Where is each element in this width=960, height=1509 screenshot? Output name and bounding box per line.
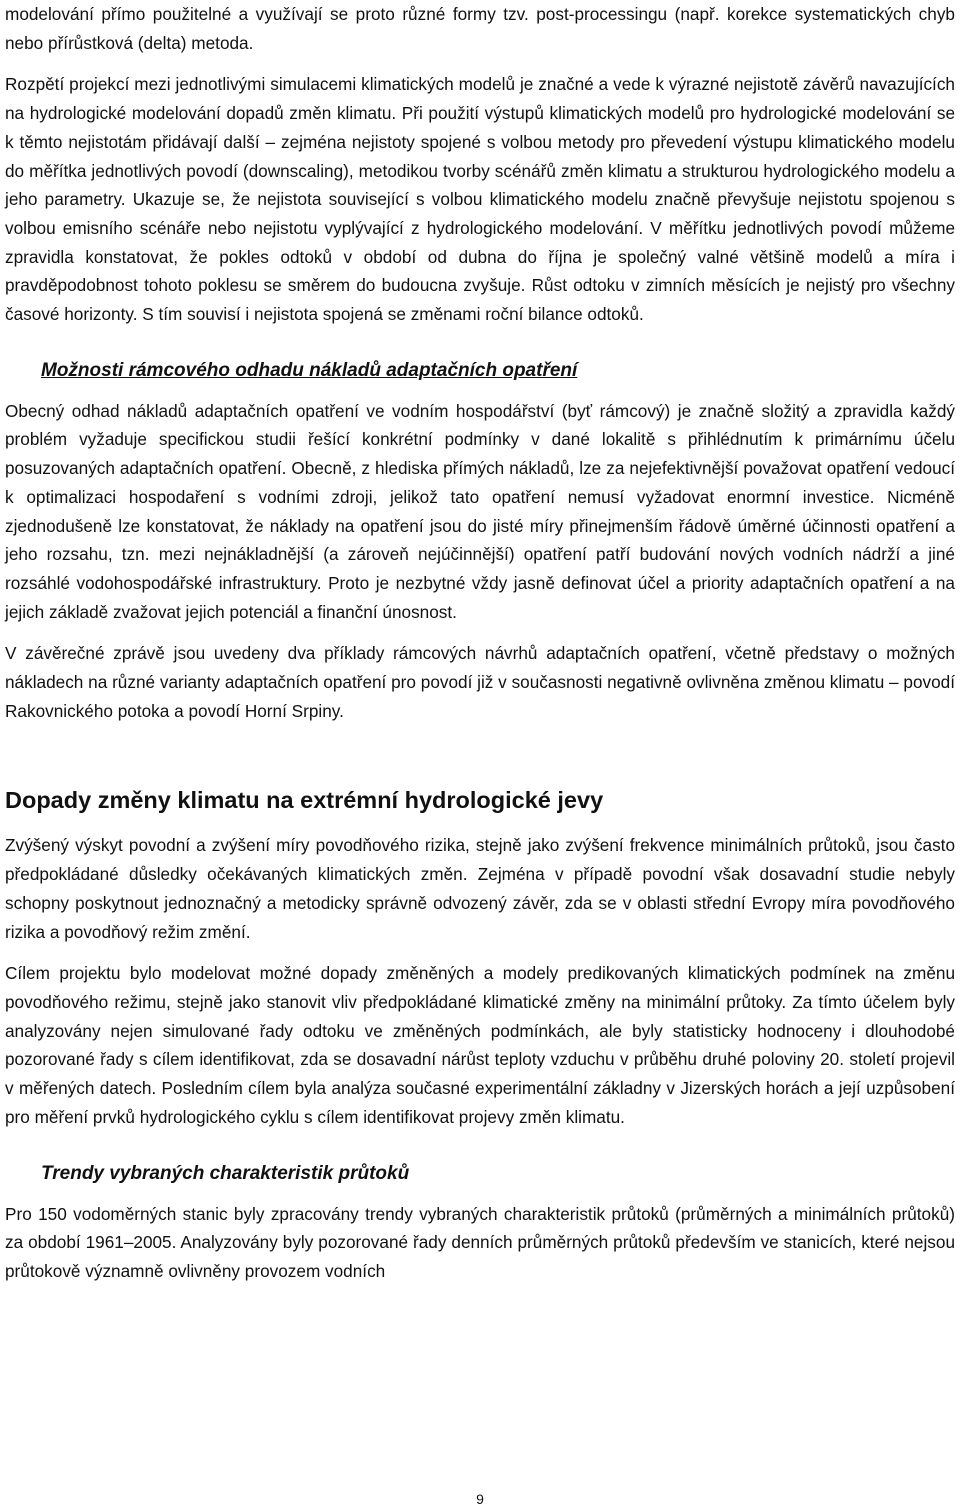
subheading-costs: Možnosti rámcového odhadu nákladů adaptačních opatření [41, 359, 578, 381]
document-page [5, 0, 955, 1286]
paragraph-costs-1: Obecný odhad nákladů adaptačních opatření ve vodním hospodářství (byť rámcový) je značně složitý a zpravidla každý problém vyžaduje specifickou studii řešící konkrétní podmínky v dané lokalitě s přihlédnutím k primárnímu účelu posuzovaných adaptačních opatření. Obecně, z hlediska přímých nákladů, lze za nejefektivnější považovat opatření vedoucí k optimalizaci hospodaření s vodními zdroji, jelikož tato opatření nemusí vyžadovat enormní investice. Nicméně zjednodušeně lze konstatovat, že náklady na opatření jsou do jisté míry přinejmenším řádově úměrné účinnosti opatření a jeho rozsahu, tzn. mezi nejnákladnější (a zároveň nejúčinnější) opatření patří budování nových vodních nádrží a jiné rozsáhlé vodohospodářské infrastruktury. Proto je nezbytné vždy jasně definovat účel a priority adaptačních opatření a na jejich základě zvažovat jejich potenciál a finanční únosnost. [5, 400, 955, 622]
subheading-trends: Trendy vybraných charakteristik průtoků [41, 1162, 410, 1184]
heading-extremes: Dopady změny klimatu na extrémní hydrologické jevy [5, 787, 604, 814]
paragraph-uncertainty: Rozpětí projekcí mezi jednotlivými simulacemi klimatických modelů je značné a vede k výrazné nejistotě závěrů navazujících na hydrologické modelování dopadů změn klimatu. Při použití výstupů klimatických modelů pro hydrologické modelování se k těmto nejistotám přidávají další – zejména nejistoty spojené s volbou metody pro převedení výstupu klimatického modelu do měřítka jednotlivých povodí (downscaling), metodikou tvorby scénářů změn klimatu a strukturou hydrologického modelu a jeho parametry. Ukazuje se, že nejistota související s volbou klimatického modelu značně převyšuje nejistotu spojenou s volbou emisního scénáře nebo nejistotu vyplývající z hydrologického modelování. V měřítku jednotlivých povodí můžeme zpravidla konstatovat, že pokles odtoků v období od dubna do října je společný valné většině modelů a míra i pravděpodobnost tohoto poklesu se směrem do budoucna zvyšuje. Růst odtoku v zimních měsících je nejistý pro všechny časové horizonty. S tím souvisí i nejistota spojená se změnami roční bilance odtoků. [5, 74, 955, 325]
paragraph-extremes-1: Zvýšený výskyt povodní a zvýšení míry povodňového rizika, stejně jako zvýšení frekvence minimálních průtoků, jsou často předpokládané důsledky očekávaných klimatických změn. Zejména v případě povodní však dosavadní studie nebyly schopny poskytnout jednoznačný a metodicky správně odvozený závěr, zda se v oblasti střední Evropy míra povodňového rizika a povodňový režim změní. [5, 835, 955, 942]
paragraph-costs-2: V závěrečné zprávě jsou uvedeny dva příklady rámcových návrhů adaptačních opatření, včetně představy o možných nákladech na různé varianty adaptačních opatření pro povodí již v současnosti negativně ovlivněna změnou klimatu – povodí Rakovnického potoka a povodí Horní Srpiny. [5, 643, 955, 721]
paragraph-intro: modelování přímo použitelné a využívají se proto různé formy tzv. post-processingu (např. korekce systematických chyb nebo přírůstková (delta) metoda. [5, 4, 955, 53]
page-number: 9 [476, 1491, 484, 1507]
paragraph-trends: Pro 150 vodoměrných stanic byly zpracovány trendy vybraných charakteristik průtoků (průměrných a minimálních průtoků) za období 1961–2005. Analyzovány byly pozorované řady denních průměrných průtoků především ve stanicích, které nejsou průtokově významně ovlivněny provozem vodních [5, 1203, 955, 1281]
paragraph-extremes-2: Cílem projektu bylo modelovat možné dopady změněných a modely predikovaných klimatických podmínek na změnu povodňového režimu, stejně jako stanovit vliv předpokládané klimatické změny na minimální průtoky. Za tímto účelem byly analyzovány nejen simulované řady odtoku ve změněných podmínkách, ale byly statisticky hodnoceny i dlouhodobé pozorované řady s cílem identifikovat, zda se dosavadní nárůst teploty vzduchu v průběhu druhé poloviny 20. století projevil v měřených datech. Posledním cílem byla analýza současné experimentální základny v Jizerských horách a její uzpůsobení pro měření prvků hydrologického cyklu s cílem identifikovat projevy změn klimatu. [5, 963, 955, 1127]
